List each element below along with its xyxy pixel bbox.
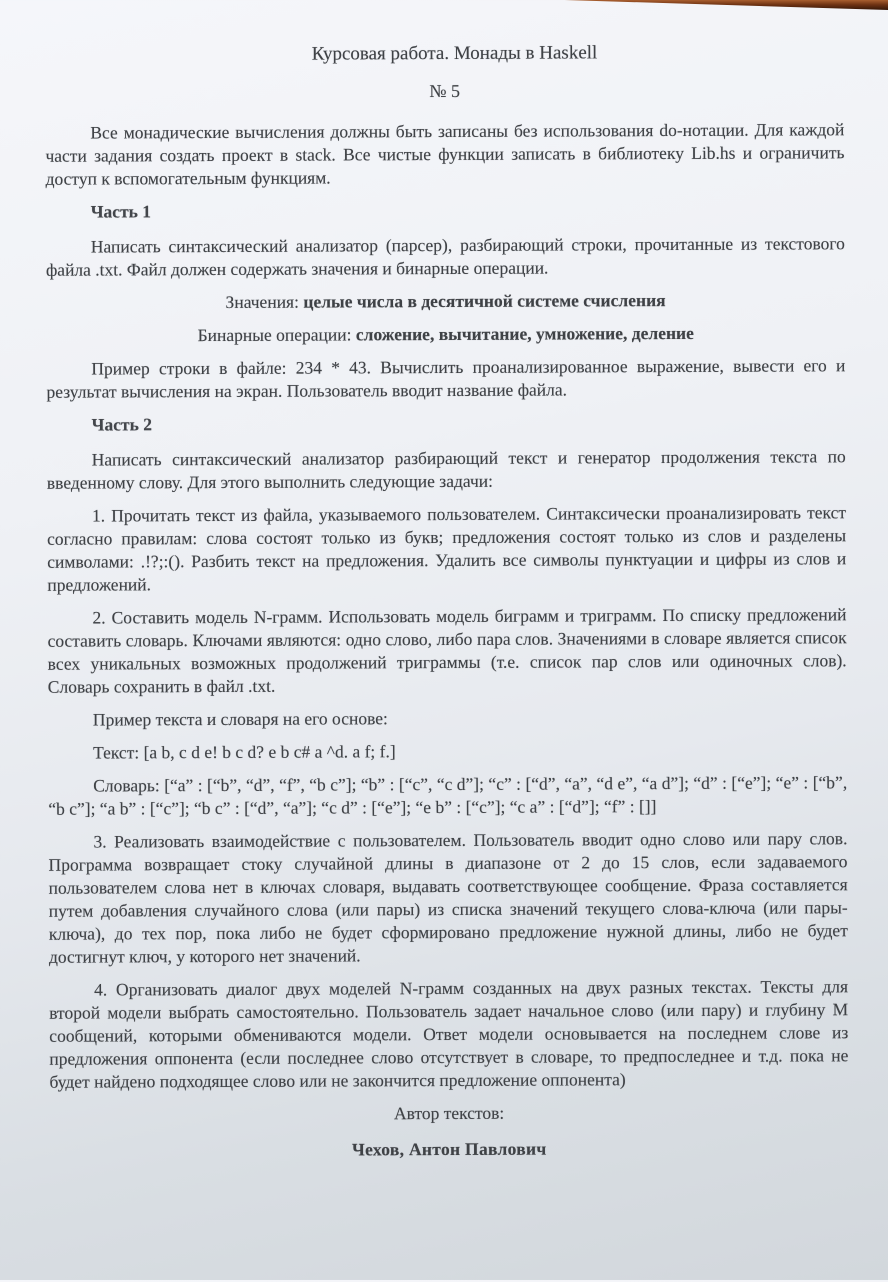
part2-task-paragraph: Написать синтаксический анализатор разбирающий текст и генератор продолжения текста по введенному слову. Для этого выполнить следующие задачи:: [46, 446, 846, 493]
part1-task-paragraph: Написать синтаксический анализатор (парсер), разбирающий строки, прочитанные из текстового файла .txt. Файл должен содержать значения и бинарные операции.: [45, 233, 845, 280]
author-name: Чехов, Антон Павлович: [351, 1138, 547, 1160]
intro-paragraph: Все монадические вычисления должны быть записаны без использования do-нотации. Для каждой части задания создать проект в stack. Все чистые функции записать в библиотеку Lib.hs и ограничить доступ к вспомогательным функциям.: [45, 119, 845, 189]
part2-example-text: Текст: [a b, c d e! b c d? e b c# a ^d. a f; f.]: [93, 741, 396, 763]
part2-item-1: 1. Прочитать текст из файла, указываемого пользователем. Синтаксически проанализировать текст согласно правилам: слова состоят только из букв; предложения состоят только из слов и разделены символами: .!?;:(). Разбить текст на предложения. Удалить все символы пунктуации и цифры из слов и предложений.: [47, 502, 847, 595]
part2-example-label: Пример текста и словаря на его основе:: [92, 708, 388, 730]
part2-item-2: 2. Составить модель N-грамм. Использовать модель биграмм и триграмм. По списку предложений составить словарь. Ключами являются: одно слово, либо пара слов. Значениями в словаре является список всех уникальных возможных продолжений триграммы (т.е. список пар слов или одиночных слов). Словарь сохранить в файл .txt.: [47, 604, 847, 697]
part2-item-4: 4. Организовать диалог двух моделей N-грамм созданных на двух разных текстах. Тексты для второй модели выбрать самостоятельно. Пользователь задает начальное слово (или пару) и глубину М сообщений, которыми обмениваются модели. Ответ модели основывается на последнем слове из предложения оппонента (если последнее слово отсутствует в словаре, то предпоследнее и т.д. пока не будет найдено подходящее слово или не закончится предложение оппонента): [49, 976, 849, 1092]
document-title: Курсовая работа. Монады в Haskell: [311, 42, 598, 65]
operations-definition: сложение, вычитание, умножение, деление: [355, 322, 694, 345]
part2-example-dictionary: Словарь: [“a” : [“b”, “d”, “f”, “b c”]; “b” : [“c”, “c d”]; “c” : [“d”, “a”, “d e”, “a d”]; “d” : [“e”]; “e” : [“b”, “b c”]; “a b” : [“c”]; “b c” : [“d”, “a”]; “c d” : [“e”]; “e b” : [“c”]; “c a” : [“d”]; “f” : []]: [48, 772, 848, 819]
values-definition: целые числа в десятичной системе счисления: [303, 290, 666, 312]
author-label: Автор текстов:: [393, 1102, 505, 1124]
values-label: Значения:: [225, 291, 304, 312]
document-number: № 5: [429, 80, 461, 102]
part2-item-3: 3. Реализовать взаимодействие с пользователем. Пользователь вводит одно слово или пару слов. Программа возвращает стоку случайной длины в диапазоне от 2 до 15 слов, если задаваемого пользователем слова нет в ключах словаря, выдавать соответствующее сообщение. Фраза составляется путем добавления случайного слова (или пары) из списка значений текущего слова-ключа (или пары-ключа), до тех пор, пока либо не будет сформировано предложение нужной длины, либо не будет достигнут ключ, у которого нет значений.: [48, 828, 848, 967]
part1-example-paragraph: Пример строки в файле: 234 * 43. Вычислить проанализированное выражение, вывести его и результат вычисления на экран. Пользователь вводит название файла.: [46, 355, 846, 402]
operations-label: Бинарные операции:: [197, 324, 356, 346]
part1-operations-line: [46, 321, 845, 347]
part2-heading: Часть 2: [91, 414, 153, 435]
part1-heading: Часть 1: [90, 201, 152, 222]
part1-values-line: [46, 288, 845, 314]
